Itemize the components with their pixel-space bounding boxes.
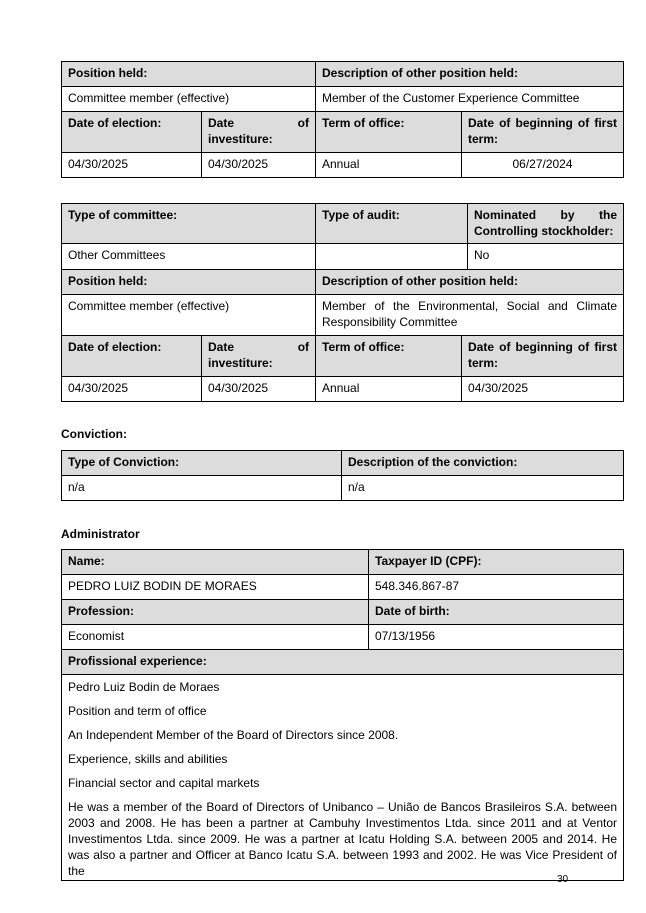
conviction-description-value: n/a <box>342 476 624 501</box>
description-value: Member of the Environmental, Social and Climate Responsibility Committee <box>316 295 624 336</box>
position-held-value: Committee member (effective) <box>62 295 316 336</box>
administrator-table <box>61 549 624 881</box>
date-first-term-label: Date of beginning of first term: <box>462 336 624 377</box>
date-investiture-value: 04/30/2025 <box>202 153 316 178</box>
conviction-type-label: Type of Conviction: <box>62 451 342 476</box>
position-table-1 <box>61 61 624 178</box>
nominated-label: Nominated by the Controlling stockholder: <box>468 204 624 244</box>
description-value: Member of the Customer Experience Committee <box>316 87 624 112</box>
date-first-term-label: Date of beginning of first term: <box>462 112 624 153</box>
experience-paragraph: An Independent Member of the Board of Directors since 2008. <box>68 728 399 742</box>
type-audit-value <box>316 244 468 270</box>
experience-paragraph: Experience, skills and abilities <box>68 752 228 766</box>
type-committee-value: Other Committees <box>62 244 316 270</box>
date-investiture-label: Date of investiture: <box>202 336 316 377</box>
experience-paragraph: Position and term of office <box>68 704 207 718</box>
conviction-type-value: n/a <box>62 476 342 501</box>
date-election-value: 04/30/2025 <box>62 377 202 402</box>
term-value: Annual <box>316 377 462 402</box>
conviction-description-label: Description of the conviction: <box>342 451 624 476</box>
date-investiture-value: 04/30/2025 <box>202 377 316 402</box>
cpf-label: Taxpayer ID (CPF): <box>369 550 624 575</box>
cpf-value: 548.346.867-87 <box>369 575 624 600</box>
date-first-term-value: 04/30/2025 <box>462 377 624 402</box>
name-value: PEDRO LUIZ BODIN DE MORAES <box>62 575 369 600</box>
position-held-label: Position held: <box>62 62 316 87</box>
description-label: Description of other position held: <box>316 62 624 87</box>
birth-value: 07/13/1956 <box>369 625 624 650</box>
experience-label: Profissional experience: <box>62 650 624 675</box>
page-number: 30 <box>557 874 569 885</box>
profession-value: Economist <box>62 625 369 650</box>
position-held-label: Position held: <box>62 270 316 295</box>
date-election-value: 04/30/2025 <box>62 153 202 178</box>
term-label: Term of office: <box>316 336 462 377</box>
experience-paragraph: Pedro Luiz Bodin de Moraes <box>68 680 220 694</box>
term-value: Annual <box>316 153 462 178</box>
date-investiture-label: Date of investiture: <box>202 112 316 153</box>
experience-paragraph: Financial sector and capital markets <box>68 776 260 790</box>
type-committee-label: Type of committee: <box>62 204 316 244</box>
nominated-value: No <box>468 244 624 270</box>
description-label: Description of other position held: <box>316 270 624 295</box>
experience-text <box>62 675 624 881</box>
birth-label: Date of birth: <box>369 600 624 625</box>
conviction-heading: Conviction: <box>61 427 127 441</box>
term-label: Term of office: <box>316 112 462 153</box>
administrator-heading: Administrator <box>61 527 140 541</box>
profession-label: Profession: <box>62 600 369 625</box>
conviction-table <box>61 450 624 501</box>
position-table-2 <box>61 203 624 402</box>
date-first-term-value: 06/27/2024 <box>462 153 624 178</box>
date-election-label: Date of election: <box>62 336 202 377</box>
experience-paragraph: He was a member of the Board of Directors of Unibanco – União de Bancos Brasileiros S.A. between 2003 and 2008. He has been a partner at Cambuhy Investimentos Ltda. since 2011 and at Ventor Investimentos Ltda. since 2009. He was a partner at Icatu Holding S.A. between 2005 and 2014. He was also a partner and Officer at Banco Icatu S.A. between 1993 and 2002. He was Vice President of the <box>68 800 617 878</box>
name-label: Name: <box>62 550 369 575</box>
date-election-label: Date of election: <box>62 112 202 153</box>
position-held-value: Committee member (effective) <box>62 87 316 112</box>
type-audit-label: Type of audit: <box>316 204 468 244</box>
